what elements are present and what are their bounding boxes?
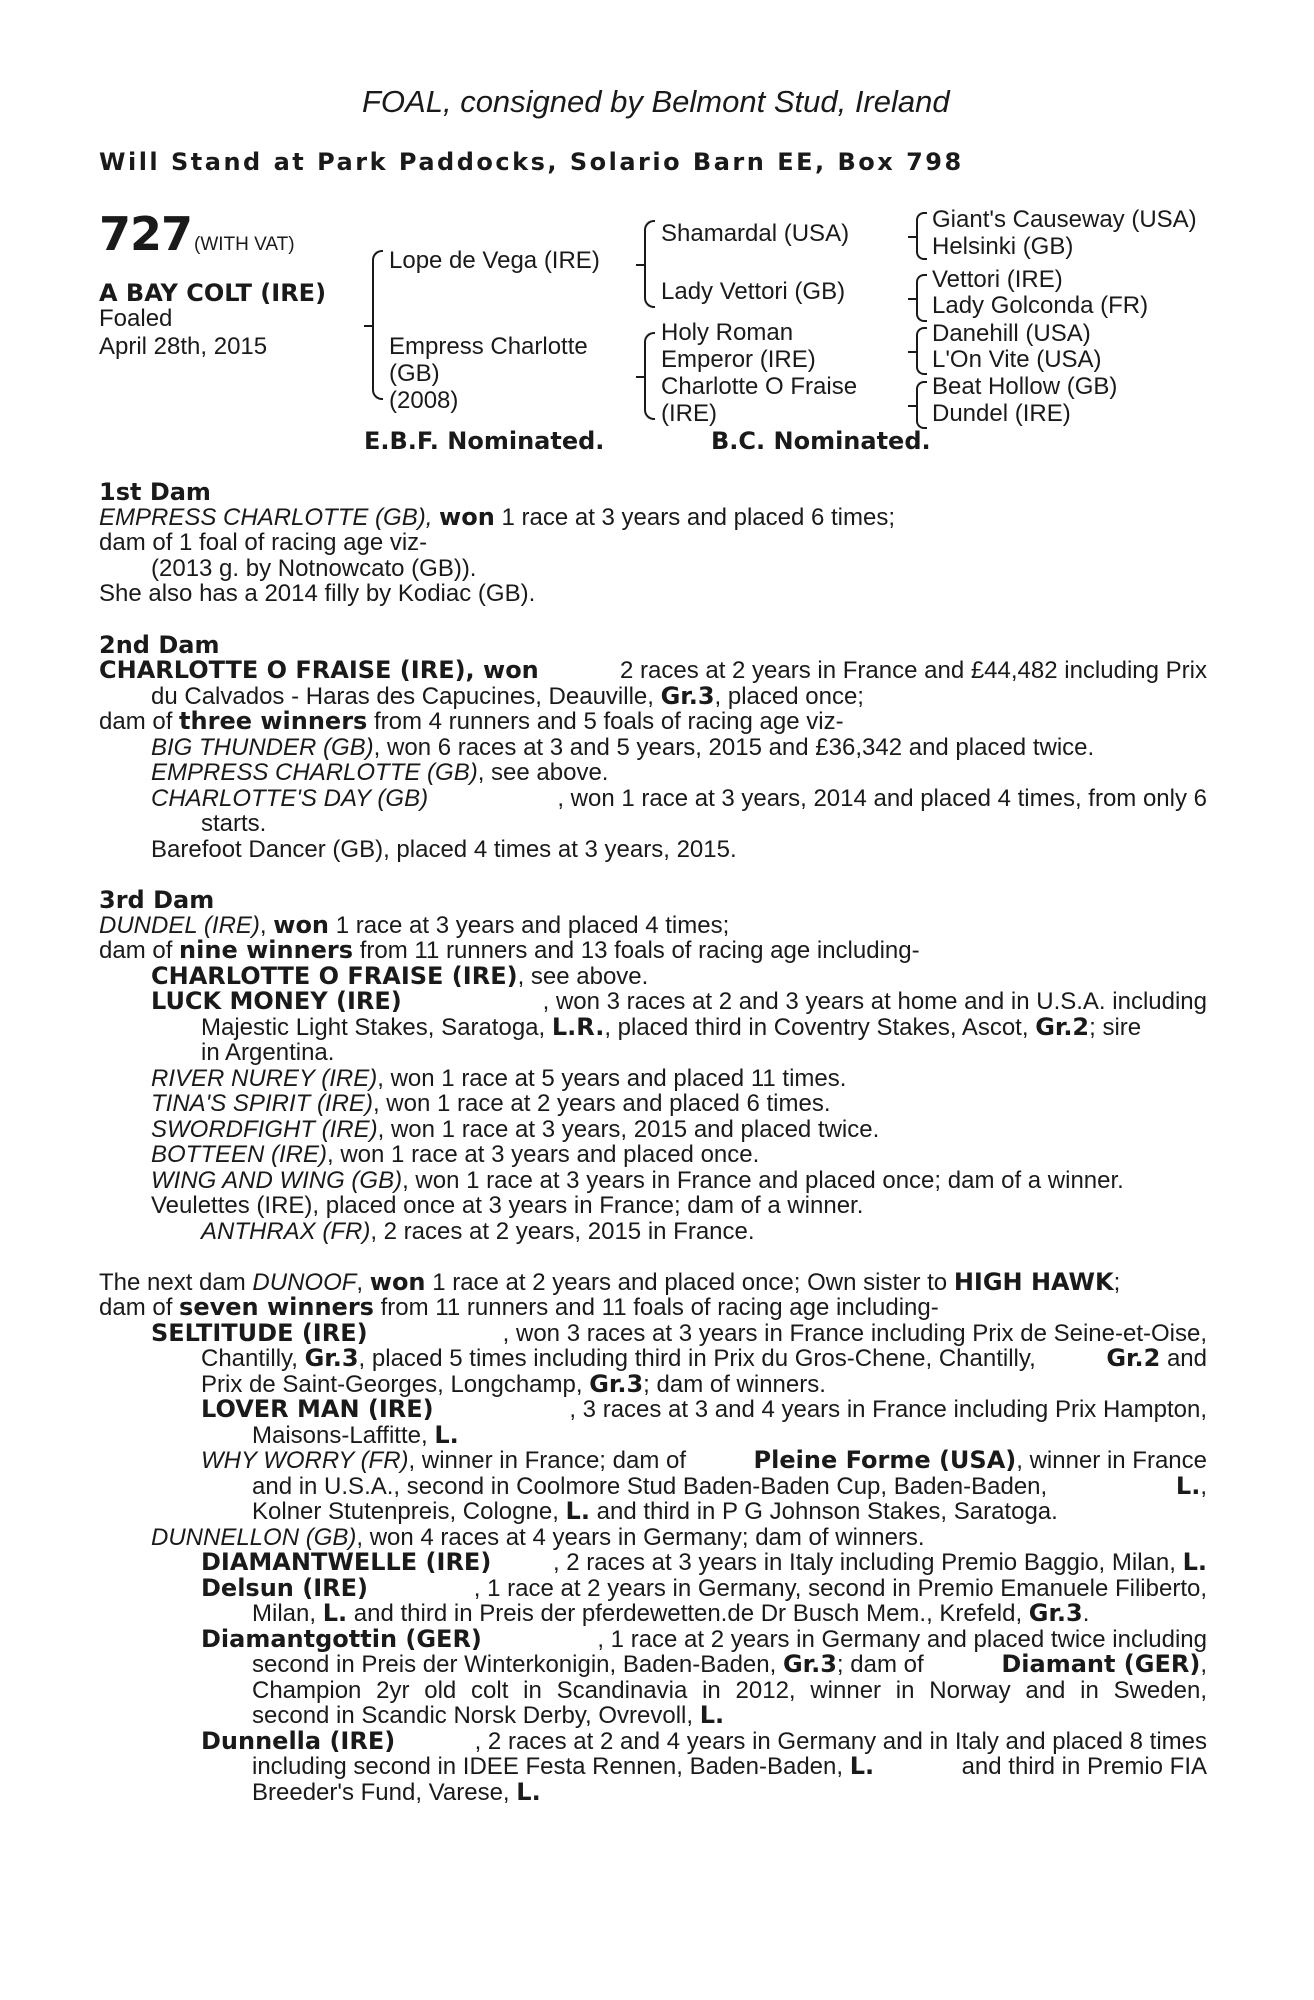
runner-record: , 1 race at 2 years in Germany, second in Premio Emanuele Filiberto, [473,1575,1207,1602]
first-dam-record: 1 race at 3 years and placed 6 times; [501,504,896,531]
next-dam-text: , [356,1269,364,1296]
runner-record: , won 1 race at 3 years in France and placed once; dam of a winner. [402,1167,1124,1194]
grade-label: Gr.3 [304,1344,359,1372]
seltitude-line-2 [201,1346,1207,1371]
pedigree-gen3-7: Beat Hollow (GB) [932,373,1118,400]
foaled-label: Foaled [99,305,173,332]
lover-man-line-2 [252,1423,459,1448]
listed-label: L. [516,1778,541,1806]
runner-detail: , [1200,1473,1207,1500]
why-worry-line-3 [252,1499,1058,1524]
third-dam-runner-2-cont-1 [201,1015,1141,1040]
second-dam-l3a: dam of [99,708,173,735]
listed-label: L. [699,1701,725,1729]
runner-name: WING AND WING (GB) [151,1167,403,1194]
sibling-name: HIGH HAWK [953,1268,1114,1296]
diamantgottin-line-1 [201,1627,1207,1652]
pedigree-gen3-3: Vettori (IRE) [932,266,1063,293]
pedigree-dam-line3: (2008) [389,387,459,414]
second-dam-line-2 [151,684,864,709]
runner-detail: Chantilly, [201,1345,298,1372]
dunnella-line-2 [252,1754,1207,1779]
runner-detail: and in U.S.A., second in Coolmore Stud Baden-Baden Cup, Baden-Baden, [252,1473,1048,1500]
third-dam-l2a: dam of [99,937,173,964]
sire-dam-brace [372,250,383,400]
second-dam-heading: 2nd Dam [99,631,220,659]
delsun-line-1 [201,1576,1207,1601]
runner-name: Dunnella (IRE) [201,1727,396,1755]
runner-record: , won 1 race at 3 years, 2015 and placed twice. [377,1116,880,1143]
next-dam-text: 1 race at 2 years and placed once; Own sister to [432,1269,948,1296]
pedigree-gen3-1: Giant's Causeway (USA) [932,206,1197,233]
runner-record: , 2 races at 2 years, 2015 in France. [370,1218,755,1245]
runner-name: BIG THUNDER (GB) [151,734,374,761]
pedigree-dam-sire-line2: Emperor (IRE) [661,346,816,373]
runner-record: , see above. [477,759,609,786]
dam-parents-brace [644,332,655,420]
runner-name: DUNNELLON (GB) [151,1524,357,1551]
runner-record: , won 4 races at 4 years in Germany; dam of winners. [356,1524,925,1551]
runner-name: EMPRESS CHARLOTTE (GB) [151,759,478,786]
ebf-nomination: E.B.F. Nominated. [364,427,605,455]
runner-detail: Breeder's Fund, Varese, [252,1779,510,1806]
pedigree-gen3-5: Danehill (USA) [932,320,1091,347]
pedigree-sire-sire: Shamardal (USA) [661,220,850,247]
runner-name: SELTITUDE (IRE) [151,1319,368,1347]
pedigree-dam-dam-line2: (IRE) [661,400,717,427]
next-dam-text: dam of [99,1294,173,1321]
grade-label: Gr.3 [589,1370,644,1398]
second-dam-runner-1 [151,735,1094,760]
pedigree-dam-dam-line1: Charlotte O Fraise [661,373,858,400]
next-dam-line-2 [99,1295,939,1320]
next-dam-text: The next dam [99,1269,246,1296]
next-dam-text: from 11 runners and 11 foals of racing age including- [380,1294,939,1321]
diamantgottin-line-2 [252,1652,1207,1677]
runner-detail: ; dam of winners. [643,1371,826,1398]
consignment-heading: FOAL, consigned by Belmont Stud, Ireland [362,84,950,119]
sire-parents-brace [644,220,655,308]
second-dam-l2a: du Calvados - Haras des Capucines, Deauville, [151,683,654,710]
runner-record: , 3 races at 3 and 4 years in France including Prix Hampton, [569,1396,1207,1423]
third-dam-record: 1 race at 3 years and placed 4 times; [335,912,730,939]
third-dam-runner-1 [151,964,648,989]
runner-name: TINA'S SPIRIT (IRE) [151,1090,373,1117]
first-dam-won: won [439,503,495,531]
grade-label: Gr.3 [1028,1599,1083,1627]
runner-name: WHY WORRY (FR) [201,1447,409,1474]
why-worry-line-2 [252,1474,1207,1499]
next-dam-text: ; [1113,1269,1121,1296]
runner-record: , won 1 race at 2 years and placed 6 times. [372,1090,831,1117]
third-dam-runner-8: Veulettes (IRE), placed once at 3 years in France; dam of a winner. [151,1192,864,1219]
third-dam-won: won [273,911,330,939]
gen3-brace-4 [916,381,927,429]
second-dam-runner-4: Barefoot Dancer (GB), placed 4 times at 3 years, 2015. [151,836,737,863]
runner-name: Delsun (IRE) [201,1574,368,1602]
third-dam-heading: 3rd Dam [99,886,215,914]
pedigree-dam-line2: (GB) [389,360,440,387]
next-dam-won: won [369,1268,426,1296]
third-dam-runner-4 [151,1091,831,1116]
runner-record: , 2 races at 3 years in Italy including Premio Baggio, Milan, [552,1549,1176,1576]
runner-name: LOVER MAN (IRE) [201,1395,434,1423]
gen3-brace-1 [916,212,927,260]
gen3-brace-3 [916,327,927,375]
listed-label: L. [322,1599,348,1627]
runner-detail: Kolner Stutenpreis, Cologne, [252,1498,559,1525]
runner-name: CHARLOTTE'S DAY (GB) [151,785,429,812]
runner-detail: including second in IDEE Festa Rennen, Baden-Baden, [252,1753,844,1780]
listed-label: L.R. [551,1013,605,1041]
lot-number: 727 [99,207,193,261]
third-dam-runner-9 [201,1219,755,1244]
second-dam-runner-2 [151,760,608,785]
second-dam-l3c: from 4 runners and 5 foals of racing age viz- [374,708,844,735]
diamantwelle-line [201,1550,1207,1575]
first-dam-line-4: She also has a 2014 filly by Kodiac (GB). [99,580,536,607]
pedigree-dam-sire-line1: Holy Roman [661,319,794,346]
pedigree-gen3-4: Lady Golconda (FR) [932,292,1149,319]
runner-detail: second in Scandic Norsk Derby, Ovrevoll, [252,1702,694,1729]
pedigree-gen3-8: Dundel (IRE) [932,400,1071,427]
runner-detail: second in Preis der Winterkonigin, Baden-Baden, [252,1651,777,1678]
runner-record: , won 1 race at 3 years and placed once. [327,1141,760,1168]
first-dam-line-3: (2013 g. by Notnowcato (GB)). [151,555,477,582]
winners-count: seven winners [179,1293,374,1321]
runner-detail: , placed third in Coventry Stakes, Ascot, [604,1014,1029,1041]
second-dam-runner-3-cont: starts. [201,810,267,837]
third-dam-runner-2-cont-2: in Argentina. [201,1039,335,1066]
first-dam-line-1 [99,505,895,530]
vat-note: (WITH VAT) [194,234,295,255]
first-dam-line-2: dam of 1 foal of racing age viz- [99,529,428,556]
stand-location: Will Stand at Park Paddocks, Solario Barn EE, Box 798 [99,148,964,176]
bc-nomination: B.C. Nominated. [711,427,931,455]
third-dam-runner-7 [151,1168,1124,1193]
runner-record: , won 3 races at 2 and 3 years at home and in U.S.A. including [542,988,1207,1015]
runner-detail: ; sire [1089,1014,1142,1041]
progeny-name: Diamant (GER) [1001,1650,1201,1678]
third-dam-runner-3 [151,1066,846,1091]
diamantgottin-line-3: Champion 2yr old colt in Scandinavia in 2012, winner in Norway and in Sweden, [252,1677,1207,1704]
why-worry-line-1 [201,1448,1207,1473]
pedigree-dam-line1: Empress Charlotte [389,333,588,360]
listed-label: L. [434,1421,459,1449]
runner-detail: Maisons-Laffitte, [252,1422,428,1449]
runner-detail: . [1082,1600,1090,1627]
dunnellon-line [151,1525,925,1550]
first-dam-heading: 1st Dam [99,478,211,506]
listed-label: L. [849,1752,875,1780]
seltitude-line-3 [201,1372,826,1397]
listed-label: L. [1175,1472,1201,1500]
listed-label: L. [1182,1548,1207,1576]
grade-label: Gr.2 [1106,1344,1161,1372]
third-dam-runner-6 [151,1142,759,1167]
grade-label: Gr.3 [660,682,715,710]
runner-detail: and third in Preis der pferdewetten.de Dr Busch Mem., Krefeld, [353,1600,1023,1627]
runner-name: ANTHRAX (FR) [201,1218,371,1245]
third-dam-runner-5 [151,1117,879,1142]
runner-name: Diamantgottin (GER) [201,1625,482,1653]
runner-record: , 2 races at 2 and 4 years in Germany and in Italy and placed 8 times [474,1728,1207,1755]
runner-name: SWORDFIGHT (IRE) [151,1116,378,1143]
runner-record: , winner in France; dam of [408,1447,686,1474]
foaled-date: April 28th, 2015 [99,333,268,360]
pedigree-sire: Lope de Vega (IRE) [389,247,600,274]
second-dam-line-3 [99,709,844,734]
runner-detail: and third in P G Johnson Stakes, Saratoga. [596,1498,1058,1525]
third-dam-l2c: from 11 runners and 13 foals of racing age including- [359,937,920,964]
runner-record: , winner in France [1016,1447,1207,1474]
next-dam-line-1 [99,1270,1120,1295]
seltitude-line-1 [151,1321,1207,1346]
runner-detail: and third in Premio FIA [961,1753,1207,1780]
third-dam-line-2 [99,938,920,963]
runner-detail: Prix de Saint-Georges, Longchamp, [201,1371,583,1398]
winners-count: nine winners [179,936,354,964]
grade-label: Gr.2 [1035,1013,1090,1041]
lover-man-line-1 [201,1397,1207,1422]
delsun-line-2 [252,1601,1089,1626]
runner-name: CHARLOTTE O FRAISE (IRE) [151,962,518,990]
diamantgottin-line-4 [252,1703,724,1728]
winners-count: three winners [179,707,368,735]
runner-detail: ; dam of [836,1651,924,1678]
runner-record: , won 1 race at 5 years and placed 11 times. [377,1065,847,1092]
pedigree-gen3-6: L'On Vite (USA) [932,346,1102,373]
gen3-brace-2 [916,274,927,322]
runner-detail: Majestic Light Stakes, Saratoga, [201,1014,546,1041]
third-dam-runner-2 [151,989,1207,1014]
dunnella-line-1 [201,1729,1207,1754]
runner-detail: Milan, [252,1600,317,1627]
second-dam-name: CHARLOTTE O FRAISE (IRE), won [99,656,539,684]
second-dam-line-1 [99,658,1207,683]
runner-record: , 1 race at 2 years in Germany and placed twice including [597,1626,1207,1653]
second-dam-runner-3 [151,786,1207,811]
pedigree-sire-dam: Lady Vettori (GB) [661,278,846,305]
dunnella-line-3 [252,1780,541,1805]
first-dam-name: EMPRESS CHARLOTTE (GB), [99,504,433,531]
runner-detail: and [1166,1345,1207,1372]
runner-record: , won 1 race at 3 years, 2014 and placed 4 times, from only 6 [557,785,1207,812]
runner-name: BOTTEEN (IRE) [151,1141,328,1168]
runner-name: LUCK MONEY (IRE) [151,987,402,1015]
next-dam-name: DUNOOF [252,1269,357,1296]
listed-label: L. [565,1497,590,1525]
horse-description: A BAY COLT (IRE) [99,279,327,307]
runner-name: RIVER NUREY (IRE) [151,1065,378,1092]
runner-record: , see above. [517,963,649,990]
third-dam-line-1: DUNDEL (IRE), won 1 race at 3 years and placed 4 times; [99,911,730,939]
runner-detail: , [1200,1651,1207,1678]
third-dam-name: DUNDEL (IRE) [99,912,260,939]
runner-record: , won 6 races at 3 and 5 years, 2015 and £36,342 and placed twice. [373,734,1095,761]
runner-record: , won 3 races at 3 years in France including Prix de Seine-et-Oise, [502,1320,1207,1347]
second-dam-record: 2 races at 2 years in France and £44,482 including Prix [619,657,1207,684]
grade-label: Gr.3 [782,1650,837,1678]
runner-detail: , placed 5 times including third in Prix du Gros-Chene, Chantilly, [358,1345,1036,1372]
runner-name: DIAMANTWELLE (IRE) [201,1548,492,1576]
pedigree-gen3-2: Helsinki (GB) [932,233,1074,260]
second-dam-l2b: , placed once; [714,683,864,710]
progeny-name: Pleine Forme (USA) [753,1446,1017,1474]
